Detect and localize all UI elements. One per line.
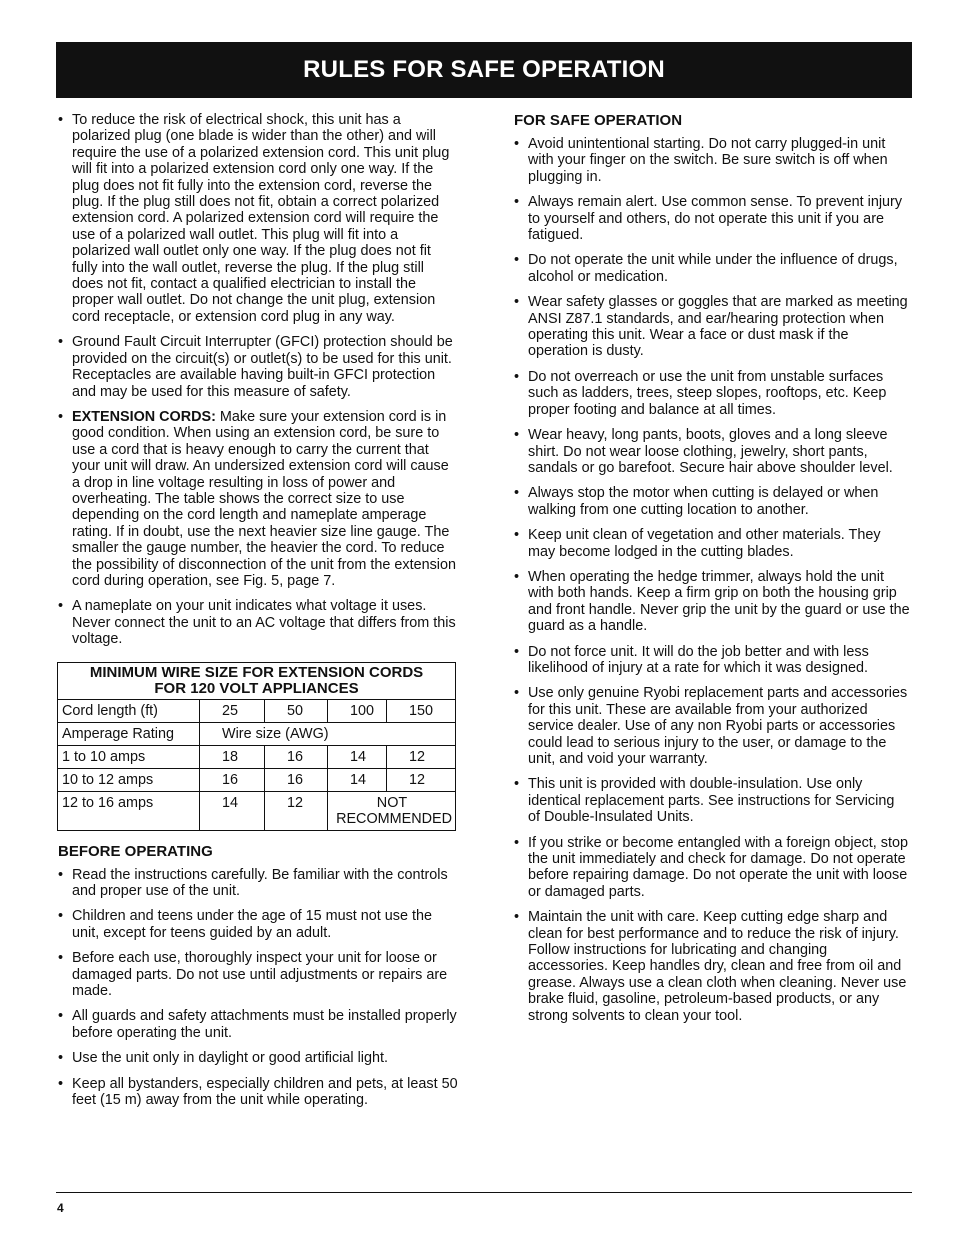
list-item: • Maintain the unit with care. Keep cutting edge sharp and clean for best performance and to reduce the risk of injury. Follow instructions for lubricating and changing accessories. Keep handles dry, clean and free from oil and grease. Always use a clean cloth when cleaning. Never use brake fluid, gasoline, petroleum-based products, or any strong solvents to clean your tool. bbox=[514, 909, 910, 1024]
list-item: • Do not operate the unit while under the influence of drugs, alcohol or medication. bbox=[514, 252, 910, 285]
table-row: 1 to 10 amps 18 16 14 12 bbox=[58, 745, 456, 768]
list-item: • Children and teens under the age of 15 must not use the unit, except for teens guided by an adult. bbox=[58, 908, 458, 941]
wire-size-table bbox=[57, 662, 456, 831]
electrical-safety-list bbox=[58, 112, 458, 648]
list-item: • Wear safety glasses or goggles that are marked as meeting ANSI Z87.1 standards, and ear/hearing protection when operating this unit. Wear a face or dust mask if the operation is dusty. bbox=[514, 294, 910, 360]
table-row: Cord length (ft) 25 50 100 150 bbox=[58, 699, 456, 722]
list-item: • Do not overreach or use the unit from unstable surfaces such as ladders, trees, steep slopes, rooftops, etc. Keep proper footing and balance at all times. bbox=[514, 369, 910, 418]
list-item: • Use the unit only in daylight or good artificial light. bbox=[58, 1050, 458, 1066]
list-item: • Ground Fault Circuit Interrupter (GFCI) protection should be provided on the circuit(s) or outlet(s) to be used for this unit. Receptacles are available having built-in GFCI protection and may be used for this measure of safety. bbox=[58, 334, 458, 400]
extension-cords-text: Make sure your extension cord is in good condition. When using an extension cord, be sure to use a cord that is heavy enough to carry the current that your unit will draw. An undersized extension cord will cause a drop in line voltage resulting in loss of power and overheating. The table shows the correct size to use depending on the cord length and nameplate amperage rating. If in doubt, use the next heavier size line gauge. The smaller the gauge number, the heavier the cord. To reduce the possibility of disconnection of the unit from the extension cord during operation, see Fig. 5, page 7. bbox=[72, 408, 456, 589]
list-item: • To reduce the risk of electrical shock, this unit has a polarized plug (one blade is wider than the other) and will require the use of a polarized extension cord. This unit plug will fit into a polarized extension cord only one way. If the plug does not fit fully into the extension cord, reverse the plug. If the plug still does not fit, obtain a correct polarized extension cord. A polarized extension cord will require the use of a polarized wall outlet. This plug will fit into a polarized wall outlet only one way. If the plug does not fit fully into the wall outlet, reverse the plug. If the plug still does not fit, contact a qualified electrician to install the proper wall outlet. Do not change the unit plug, extension cord receptacle, or extension cord plug in any way. bbox=[58, 112, 458, 325]
list-item: • Always stop the motor when cutting is delayed or when walking from one cutting location to another. bbox=[514, 485, 910, 518]
table-title: MINIMUM WIRE SIZE FOR EXTENSION CORDS FOR 120 VOLT APPLIANCES bbox=[58, 662, 456, 699]
list-item: • Always remain alert. Use common sense. To prevent injury to yourself and others, do not operate this unit if you are fatigued. bbox=[514, 194, 910, 243]
list-item: • Keep unit clean of vegetation and other materials. They may become lodged in the cutting blades. bbox=[514, 527, 910, 560]
extension-cords-label: EXTENSION CORDS: bbox=[72, 408, 216, 425]
list-item: • Do not force unit. It will do the job better and with less likelihood of injury at a rate for which it was designed. bbox=[514, 644, 910, 677]
list-item: • This unit is provided with double-insulation. Use only identical replacement parts. See instructions for Servicing of Double-Insulated Units. bbox=[514, 776, 910, 825]
table-row: 10 to 12 amps 16 16 14 12 bbox=[58, 768, 456, 791]
before-operating-heading: BEFORE OPERATING bbox=[58, 842, 213, 860]
list-item: • When operating the hedge trimmer, always hold the unit with both hands. Keep a firm grip on both the housing grip and front handle. Never grip the unit by the guard or use the guard as a handle. bbox=[514, 569, 910, 635]
table-row: 12 to 16 amps 14 12 NOT RECOMMENDED bbox=[58, 791, 456, 830]
list-item: • If you strike or become entangled with a foreign object, stop the unit immediately and check for damage. Do not operate before repairing damage. Do not operate the unit with loose or damaged parts. bbox=[514, 835, 910, 901]
list-item bbox=[58, 409, 458, 589]
page-number: 4 bbox=[57, 1201, 64, 1215]
for-safe-operation-heading: FOR SAFE OPERATION bbox=[514, 112, 683, 129]
right-column bbox=[514, 112, 910, 1033]
left-column bbox=[58, 112, 458, 1117]
before-operating-list bbox=[58, 867, 458, 1109]
list-item: • Wear heavy, long pants, boots, gloves and a long sleeve shirt. Do not wear loose clothing, jewelry, short pants, sandals or go barefoot. Secure hair above shoulder level. bbox=[514, 427, 910, 476]
list-item: • Keep all bystanders, especially children and pets, at least 50 feet (15 m) away from the unit while operating. bbox=[58, 1076, 458, 1109]
not-recommended-cell: NOT RECOMMENDED bbox=[328, 791, 456, 830]
table-row: Amperage Rating Wire size (AWG) bbox=[58, 722, 456, 745]
page-title: RULES FOR SAFE OPERATION bbox=[56, 42, 912, 98]
list-item: • A nameplate on your unit indicates what voltage it uses. Never connect the unit to an AC voltage that differs from this voltage. bbox=[58, 598, 458, 647]
list-item: • All guards and safety attachments must be installed properly before operating the unit. bbox=[58, 1008, 458, 1041]
list-item: • Avoid unintentional starting. Do not carry plugged-in unit with your finger on the switch. Be sure switch is off when plugging in. bbox=[514, 136, 910, 185]
safe-operation-list bbox=[514, 136, 910, 1024]
list-item: • Before each use, thoroughly inspect your unit for loose or damaged parts. Do not use until adjustments or repairs are made. bbox=[58, 950, 458, 999]
footer-divider bbox=[56, 1192, 912, 1193]
list-item: • Use only genuine Ryobi replacement parts and accessories for this unit. These are available from your authorized service dealer. Use of any non Ryobi parts or accessories could lead to serious injury to the user, or damage to the unit, and void your warranty. bbox=[514, 685, 910, 767]
list-item: • Read the instructions carefully. Be familiar with the controls and proper use of the unit. bbox=[58, 867, 458, 900]
